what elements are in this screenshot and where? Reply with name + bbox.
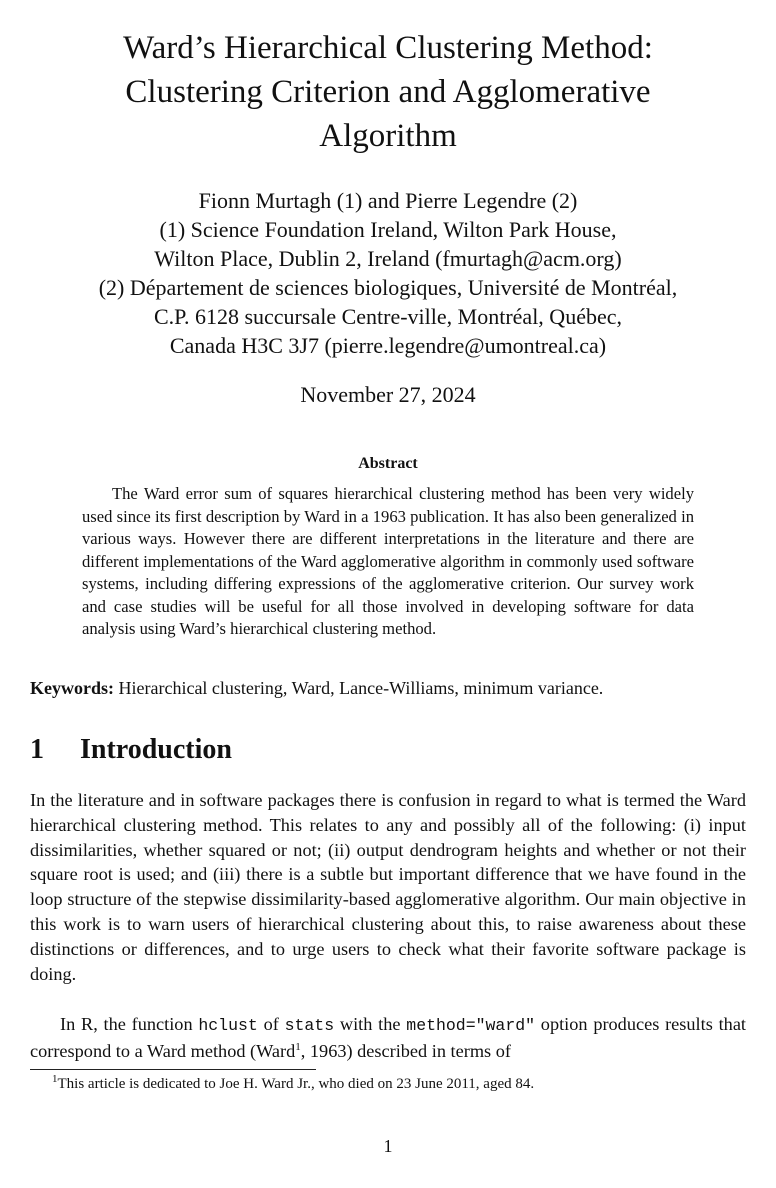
body-paragraph: In the literature and in software packages there is confusion in regard to what is termed the Ward hierarchical clustering method. This relates to any and possibly all of the following: (i) input dissimilarities, whether squared or not; (ii) output dendrogram heights and whether or not their square root is used; and (iii) there is a subtle but important difference that we have found in the loop structure of the stepwise dissimilarity-based agglomerative algorithm. Our main objective in this work is to warn users of hierarchical clustering about this, to raise awareness about these distinctions or differences, and to urge users to check what their favorite software package is doing. bbox=[30, 790, 746, 984]
footnote-reference[interactable]: 1 bbox=[295, 1040, 301, 1053]
keywords bbox=[30, 676, 760, 700]
title-line: Ward’s Hierarchical Clustering Method: bbox=[123, 30, 653, 66]
affiliation-line: (1) Science Foundation Ireland, Wilton Park House, bbox=[159, 217, 617, 242]
keywords-text: Hierarchical clustering, Ward, Lance-Williams, minimum variance. bbox=[118, 678, 604, 698]
affiliation-line: Canada H3C 3J7 (pierre.legendre@umontreal.ca) bbox=[169, 333, 607, 358]
footnote bbox=[52, 1074, 752, 1094]
keywords-label: Keywords: bbox=[30, 678, 114, 698]
affiliation-line: Wilton Place, Dublin 2, Ireland (fmurtagh@acm.org) bbox=[154, 246, 622, 271]
publication-date: November 27, 2024 bbox=[300, 382, 476, 407]
footnote-text: This article is dedicated to Joe H. Ward Jr., who died on 23 June 2011, aged 84. bbox=[57, 1076, 535, 1092]
paper-title bbox=[60, 26, 716, 158]
page-number: 1 bbox=[383, 1136, 393, 1156]
paragraph-text: option produces results that correspond to a Ward method (Ward bbox=[30, 1014, 747, 1061]
author-names: Fionn Murtagh (1) and Pierre Legendre (2) bbox=[198, 188, 578, 213]
section-number: 1 bbox=[30, 734, 44, 765]
paragraph-text: with the bbox=[334, 1014, 407, 1034]
paragraph-text: of bbox=[257, 1014, 285, 1034]
affiliation-line: C.P. 6128 succursale Centre-ville, Montréal, Québec, bbox=[154, 304, 622, 329]
title-line: Algorithm bbox=[319, 118, 457, 154]
affiliation-line: (2) Département de sciences biologiques, Université de Montréal, bbox=[98, 275, 678, 300]
footnote-divider bbox=[30, 1069, 316, 1070]
abstract-heading: Abstract bbox=[358, 455, 418, 472]
code-hclust: hclust bbox=[198, 1016, 258, 1035]
body-paragraph bbox=[30, 1012, 746, 1064]
footnote-mark: 1 bbox=[52, 1073, 58, 1085]
section-title: Introduction bbox=[80, 734, 232, 765]
code-method-ward: method="ward" bbox=[406, 1016, 536, 1035]
abstract-text: The Ward error sum of squares hierarchical clustering method has been very widely used since its first description by Ward in a 1963 publication. It has also been generalized in various ways. However there are different interpretations in the literature and there are different implementations of the Ward agglomerative algorithm in commonly used software systems, including differing expressions of the agglomerative criterion. Our survey work and case studies will be useful for all those involved in developing software for data analysis using Ward’s hierarchical clustering method. bbox=[82, 484, 694, 638]
paragraph-text: , 1963) described in terms of bbox=[300, 1040, 511, 1061]
paragraph-text: In R, the function bbox=[60, 1014, 199, 1034]
section-heading bbox=[30, 732, 730, 768]
code-stats: stats bbox=[284, 1016, 335, 1035]
title-line: Clustering Criterion and Agglomerative bbox=[125, 74, 651, 110]
author-block bbox=[20, 186, 756, 360]
